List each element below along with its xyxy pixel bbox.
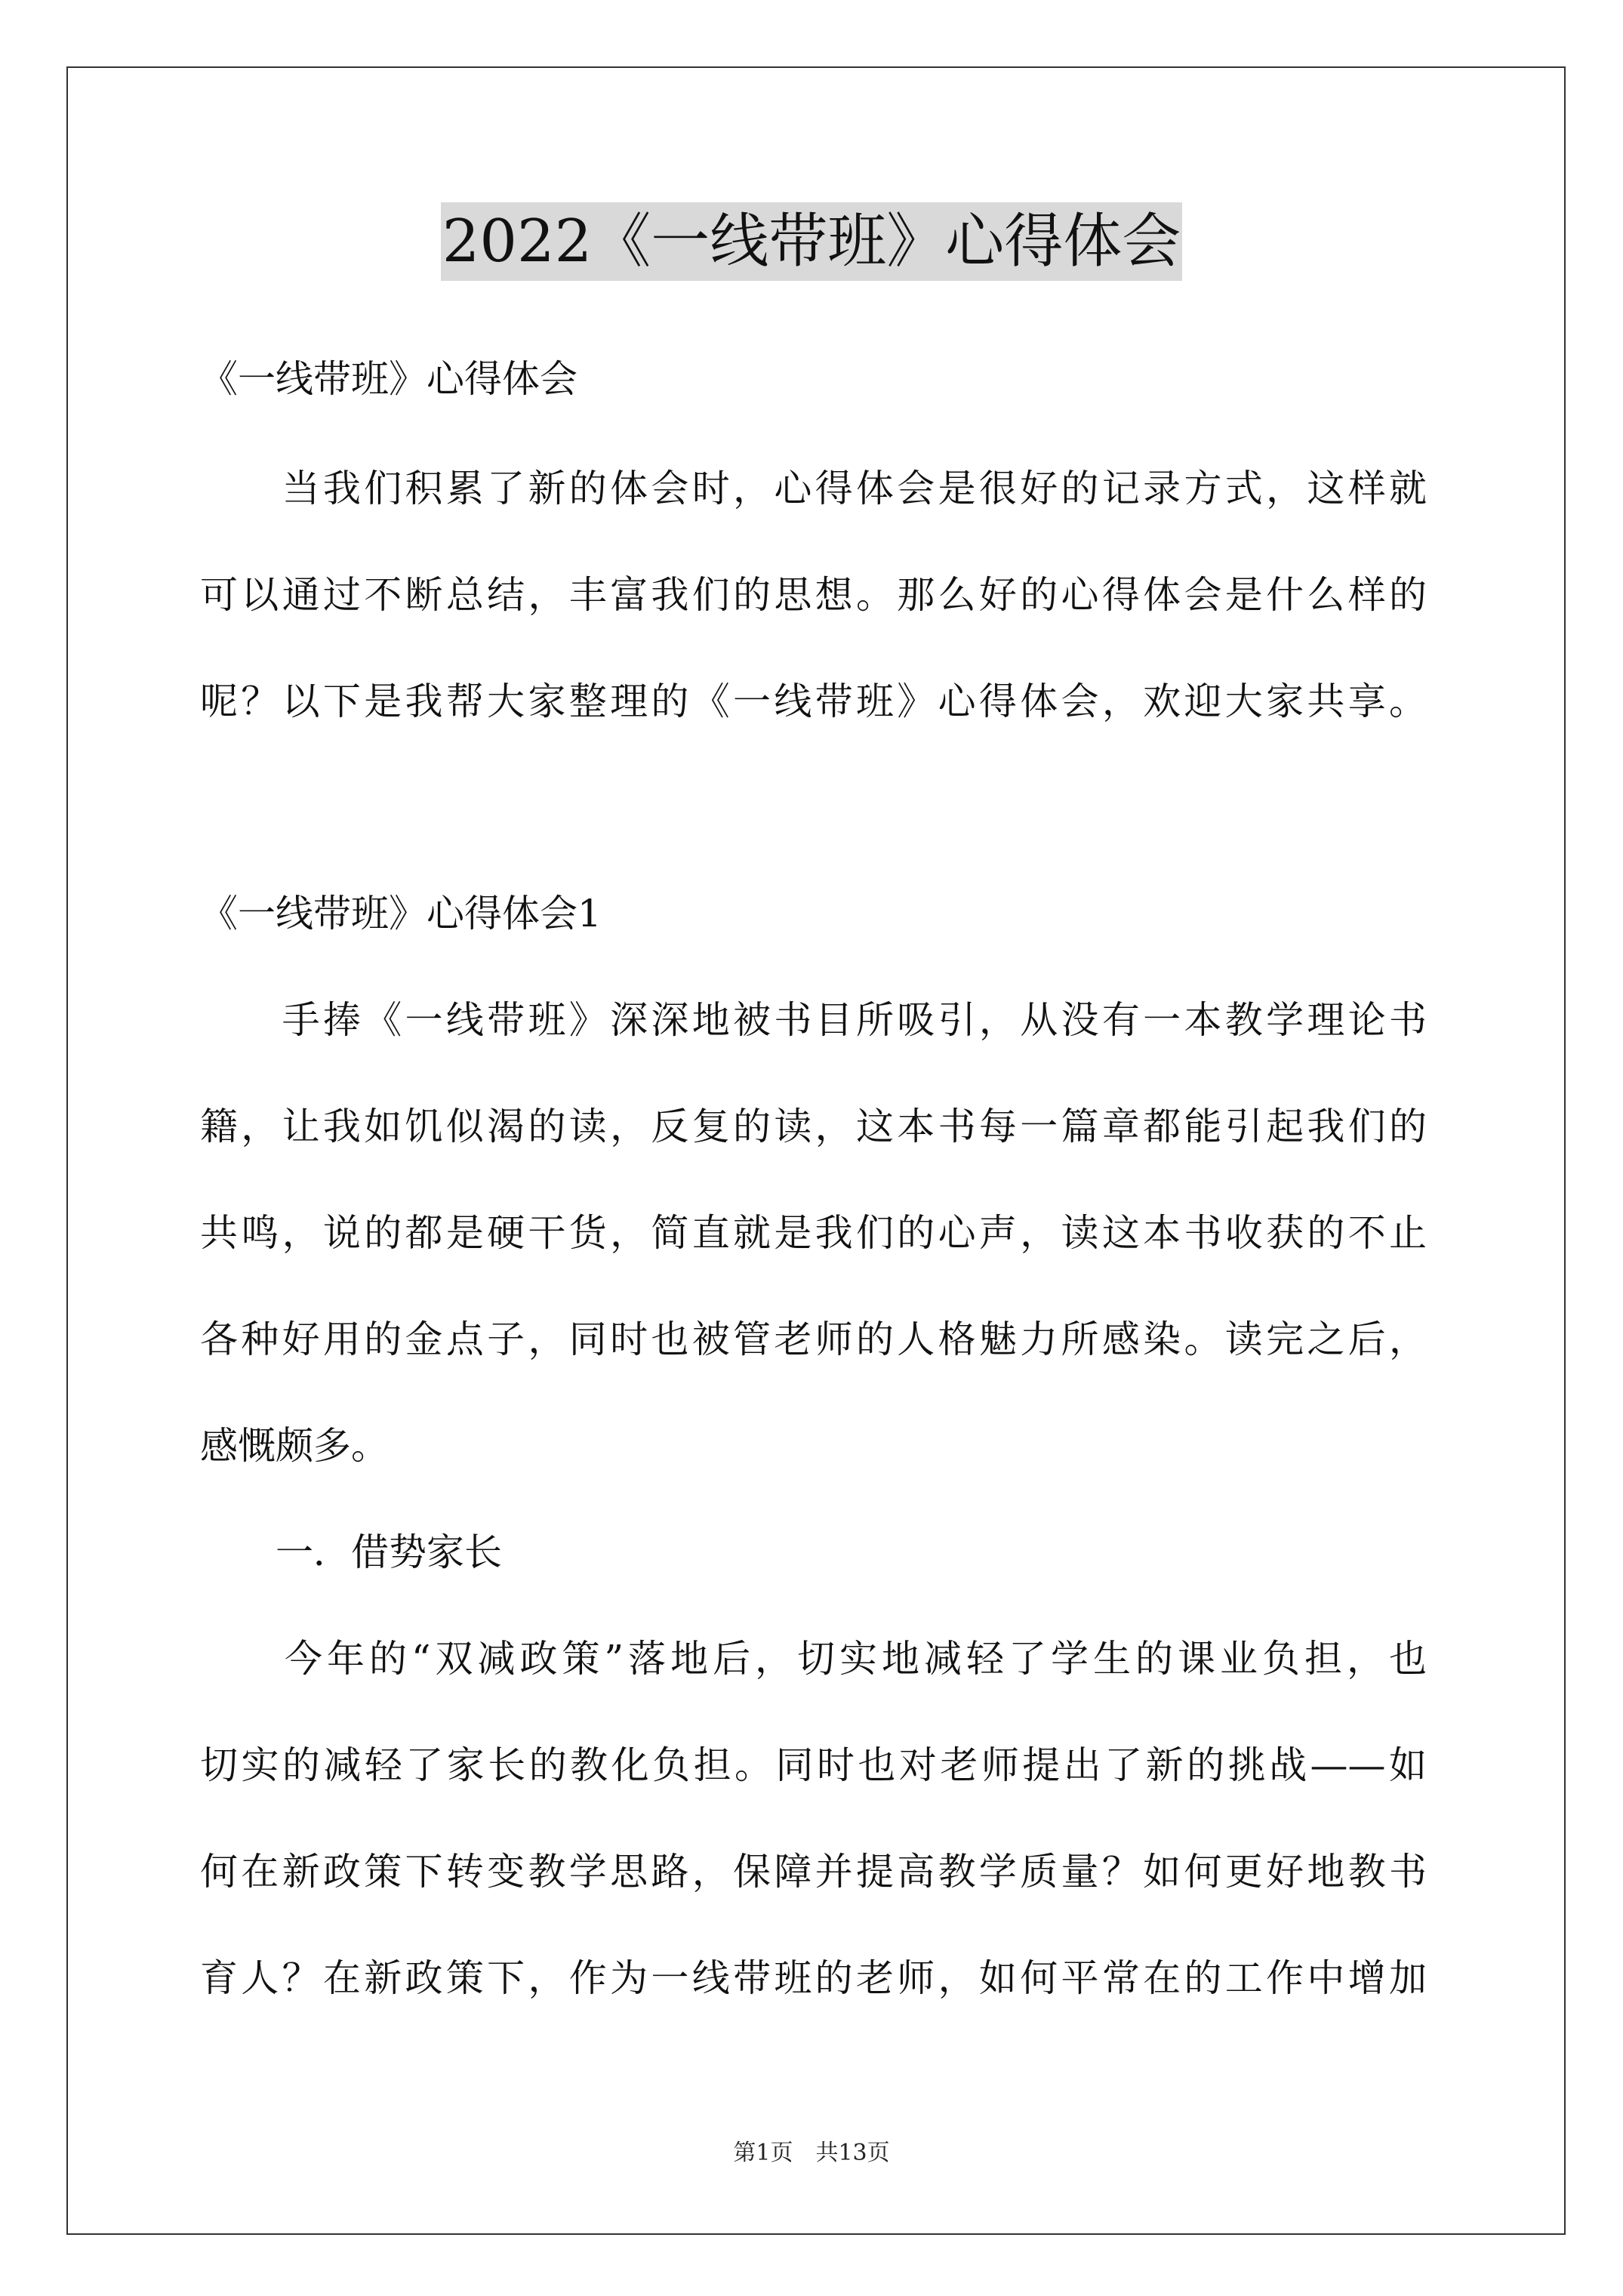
text-line: 籍，让我如饥似渴的读，反复的读，这本书每一篇章都能引起我们的 [200, 1105, 1427, 1148]
section-heading: 《一线带班》心得体会1 [200, 892, 602, 935]
text-line: 可以通过不断总结，丰富我们的思想。那么好的心得体会是什么样的 [200, 573, 1427, 617]
text-line: 当我们积累了新的体会时，心得体会是很好的记录方式，这样就 [200, 467, 1427, 510]
section-heading: 《一线带班》心得体会 [200, 357, 577, 401]
text-line: 今年的“双减政策”落地后，切实地减轻了学生的课业负担，也 [200, 1637, 1427, 1681]
subsection-heading: 一．借势家长 [200, 1530, 502, 1574]
text-line: 感慨颇多。 [200, 1424, 389, 1468]
text-line: 切实的减轻了家长的教化负担。同时也对老师提出了新的挑战——如 [200, 1743, 1427, 1787]
title-container [0, 202, 1623, 281]
text-line: 呢？以下是我帮大家整理的《一线带班》心得体会，欢迎大家共享。 [200, 680, 1427, 723]
text-line: 各种好用的金点子，同时也被管老师的人格魅力所感染。读完之后， [200, 1318, 1427, 1361]
text-line: 手捧《一线带班》深深地被书目所吸引，从没有一本教学理论书 [200, 998, 1427, 1042]
document-title: 2022《一线带班》心得体会 [441, 202, 1183, 281]
text-line: 何在新政策下转变教学思路，保障并提高教学质量？如何更好地教书 [200, 1850, 1427, 1894]
text-line: 共鸣，说的都是硬干货，简直就是我们的心声，读这本书收获的不止 [200, 1211, 1427, 1255]
text-line: 育人？在新政策下，作为一线带班的老师，如何平常在的工作中增加 [200, 1956, 1427, 2000]
page-footer: 第1页 共13页 [733, 2140, 890, 2166]
